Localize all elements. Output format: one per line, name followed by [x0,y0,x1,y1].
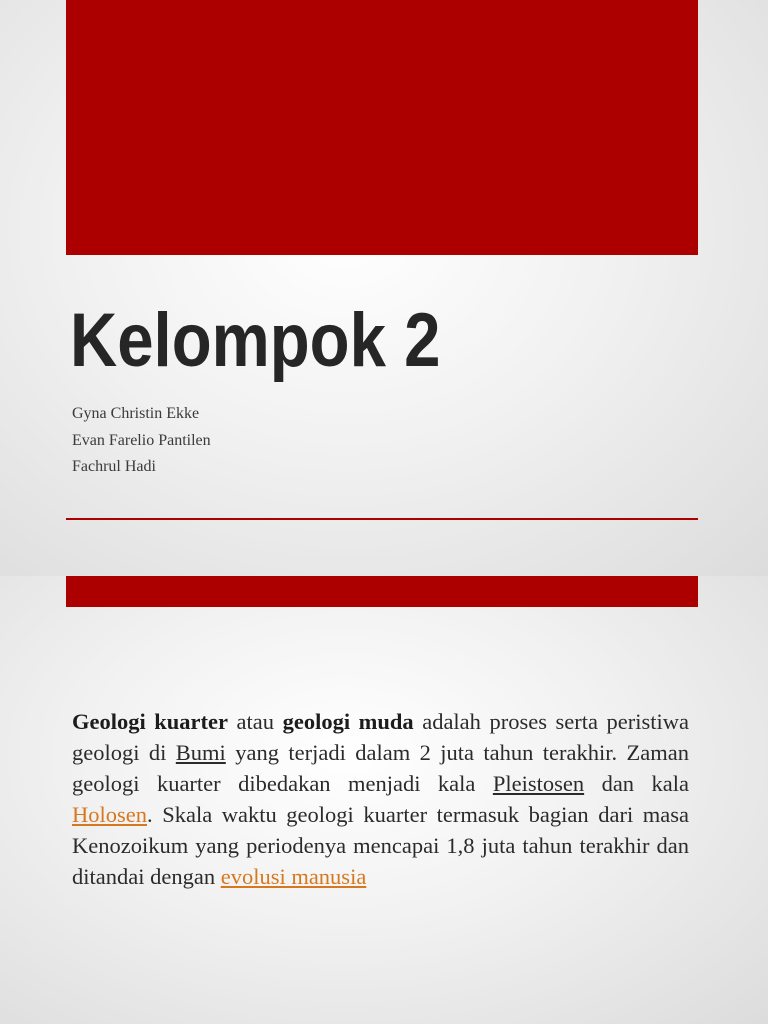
text-segment: yang terjadi dalam 2 juta tahun terakhir. Zaman geologi kuarter dibedakan menjadi kala [72,740,689,796]
header-red-block [66,576,698,607]
text-segment: dan kala [584,771,689,796]
link-holosen[interactable]: Holosen [72,802,147,827]
term-geologi-muda: geologi muda [282,709,414,734]
header-red-block [66,0,698,255]
text-segment: . Skala waktu geologi kuarter termasuk bagian dari masa Kenozoikum yang periodenya mencapai 1,8 juta tahun terakhir dan ditandai dengan [72,802,689,889]
link-pleistosen[interactable]: Pleistosen [492,771,585,796]
member-list [72,401,211,481]
text-segment: adalah proses serta peristiwa geologi di [72,709,689,765]
link-evolusi-manusia[interactable]: evolusi manusia [220,864,367,889]
content-slide [0,576,768,1024]
member-name: Gyna Christin Ekke [72,405,200,422]
text-segment: atau [228,709,283,734]
member-name: Fachrul Hadi [72,458,156,475]
link-bumi[interactable]: Bumi [175,740,226,765]
slide-title: Kelompok 2 [70,298,441,383]
member-name: Evan Farelio Pantilen [72,431,211,449]
term-geologi-kuarter: Geologi kuarter [72,709,229,734]
body-paragraph [72,706,689,892]
red-divider-line [66,518,698,520]
